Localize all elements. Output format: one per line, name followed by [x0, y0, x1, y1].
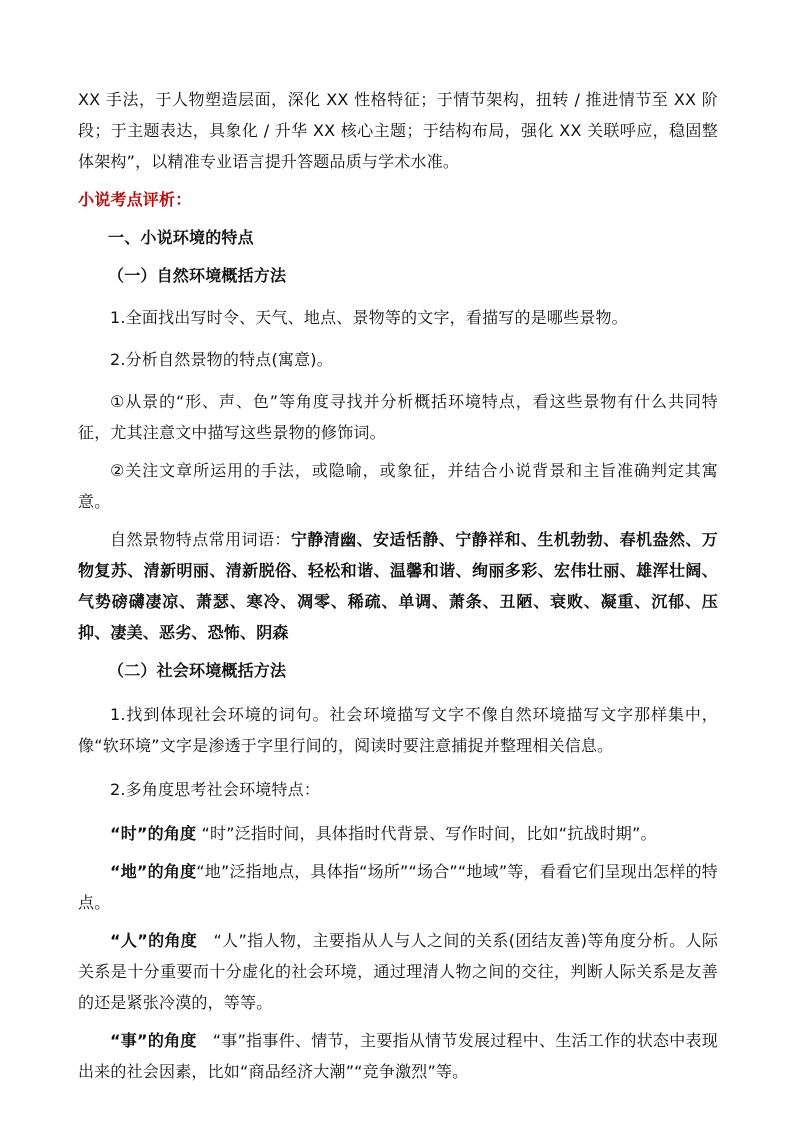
- social-angle-event: [78, 1025, 718, 1087]
- social-step-1: 1.找到体现社会环境的词句。社会环境描写文字不像自然环境描写文字那样集中，像“软环境”文字是渗透于字里行间的，阅读时要注意捕捉并整理相关信息。: [78, 705, 718, 755]
- heading-social-environment: （二）社会环境概括方法: [108, 661, 287, 680]
- angle-event-label: “事”的角度: [110, 1031, 197, 1050]
- heading-environment-features: 一、小说环境的特点: [108, 228, 254, 247]
- natural-step-1: 1.全面找出写时令、天气、地点、景物等的文字，看描写的是哪些景物。: [110, 308, 628, 327]
- heading-natural-environment: （一）自然环境概括方法: [108, 266, 287, 285]
- section-label: 小说考点评析：: [78, 190, 192, 209]
- angle-event-text: “事”指事件、情节，主要指从情节发展过程中、生活工作的状态中表现出来的社会因素，比如“商品经济大潮”“竞争激烈”等。: [78, 1031, 718, 1081]
- social-angle-time: [78, 818, 718, 849]
- angle-time-text: “时”泛指时间，具体指时代背景、写作时间，比如“抗战时期”。: [201, 824, 657, 843]
- angle-place-label: “地”的角度: [110, 862, 197, 881]
- feature-words-lead: 自然景物特点常用词语：: [110, 530, 291, 549]
- natural-point-1: ①从景的“形、声、色”等角度寻找并分析概括环境特点，看这些景物有什么共同特征，尤其注意文中描写这些景物的修饰词。: [78, 392, 718, 442]
- angle-time-label: “时”的角度: [110, 824, 197, 843]
- document-body: [78, 84, 718, 1087]
- angle-place-text: “地”泛指地点，具体指“场所”“场合”“地域”等，看看它们呈现出怎样的特点。: [78, 862, 719, 912]
- social-step-2: 2.多角度思考社会环境特点：: [110, 780, 321, 799]
- social-angle-place: [78, 856, 718, 918]
- social-angle-person: [78, 925, 718, 1018]
- feature-words-list: 宁静清幽、安适恬静、宁静祥和、生机勃勃、春机盎然、万物复苏、清新明丽、清新脱俗、轻松和谐、温馨和谐、绚丽多彩、宏伟壮丽、雄浑壮阔、气势磅礴凄凉、萧瑟、寒冷、凋零、稀疏、单调、萧条、丑陋、衰败、凝重、沉郁、压抑、凄美、恶劣、恐怖、阴森: [78, 530, 718, 642]
- natural-point-2: ②关注文章所运用的手法，或隐喻，或象征，并结合小说背景和主旨准确判定其寓意。: [78, 461, 718, 511]
- natural-feature-words: [78, 524, 718, 648]
- angle-person-label: “人”的角度: [110, 931, 198, 950]
- natural-step-2: 2.分析自然景物的特点(寓意)。: [110, 350, 333, 369]
- angle-person-text: “人”指人物，主要指从人与人之间的关系(团结友善)等角度分析。人际关系是十分重要而十分虚化的社会环境，通过理清人物之间的交往，判断人际关系是友善的还是紧张冷漠的，等等。: [78, 931, 719, 1012]
- intro-paragraph: XX 手法，于人物塑造层面，深化 XX 性格特征；于情节架构，扭转 / 推进情节至 XX 阶段；于主题表达，具象化 / 升华 XX 核心主题；于结构布局，强化 XX 关联呼应，稳固整体架构”，以精准专业语言提升答题品质与学术水准。: [78, 90, 718, 171]
